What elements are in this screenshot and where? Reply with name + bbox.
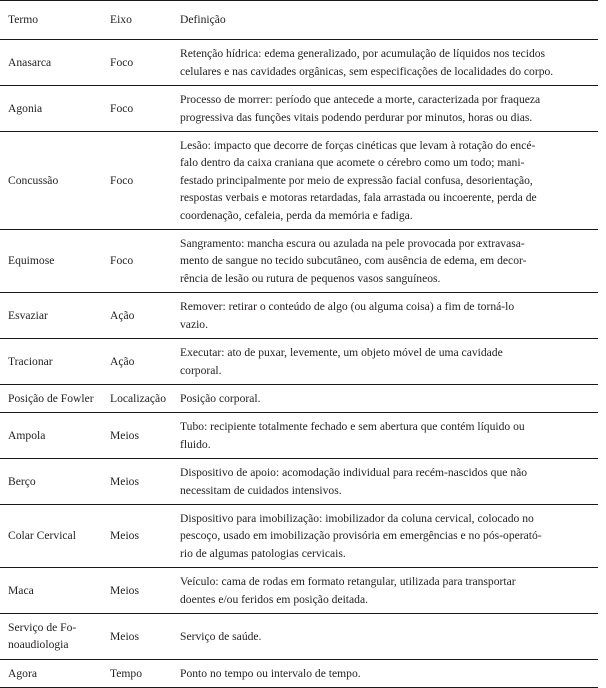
- cell-termo: [0, 459, 105, 505]
- table-row: [0, 86, 598, 132]
- definicao-line: mento de sangue no tecido subcutâneo, com ausência de edema, em decor-: [180, 254, 527, 268]
- cell-definicao: [173, 568, 598, 614]
- cell-eixo: Foco: [110, 56, 134, 70]
- cell-eixo: Localização: [110, 391, 166, 405]
- termo-line: noaudiologia: [8, 638, 69, 652]
- cell-eixo: Foco: [110, 254, 134, 268]
- table-row: [0, 413, 598, 459]
- termo-line: Berço: [8, 474, 36, 488]
- table-row: [0, 339, 598, 385]
- definicao-line: fluido.: [180, 437, 211, 451]
- definicao-line: necessitam de cuidados intensivos.: [180, 483, 342, 497]
- termo-line: Agora: [8, 666, 37, 680]
- termo-line: Tracionar: [8, 354, 53, 368]
- cell-eixo: Meios: [110, 429, 139, 443]
- definicao-line: Ponto no tempo ou intervalo de tempo.: [180, 666, 361, 680]
- definicao-line: corporal.: [180, 363, 222, 377]
- cell-definicao: [173, 504, 598, 567]
- cell-termo: [0, 230, 105, 293]
- cell-eixo: Foco: [110, 101, 134, 115]
- cell-eixo: Tempo: [110, 666, 143, 680]
- definicao-line: Tubo: recipiente totalmente fechado e sem abertura que contém líquido ou: [180, 420, 525, 434]
- table-row: [0, 613, 598, 659]
- table-row: [0, 384, 598, 412]
- termo-line: Concussão: [8, 173, 59, 187]
- cell-definicao: [173, 339, 598, 385]
- cell-eixo: Ação: [110, 354, 135, 368]
- table-row: [0, 132, 598, 230]
- cell-termo: [0, 293, 105, 339]
- cell-definicao: [173, 413, 598, 459]
- cell-definicao: [173, 459, 598, 505]
- termo-line: Colar Cervical: [8, 529, 76, 543]
- cell-eixo: Meios: [110, 529, 139, 543]
- cell-definicao: [173, 613, 598, 659]
- cell-termo: [0, 413, 105, 459]
- cell-termo: [0, 132, 105, 230]
- cell-eixo: Meios: [110, 474, 139, 488]
- termo-line: Ampola: [8, 429, 46, 443]
- column-header-eixo: Eixo: [110, 13, 132, 26]
- cell-eixo: Meios: [110, 583, 139, 597]
- definicao-line: Dispositivo de apoio: acomodação individual para recém-nascidos que não: [180, 466, 528, 480]
- table-row: [0, 659, 598, 687]
- termo-line: Serviço de Fo-: [8, 620, 77, 634]
- definicao-line: rio de algumas patologias cervicais.: [180, 546, 346, 560]
- termo-line: Anasarca: [8, 56, 52, 70]
- cell-eixo: Meios: [110, 629, 139, 643]
- termo-line: Equimose: [8, 254, 55, 268]
- definicao-line: Veículo: cama de rodas em formato retangular, utilizada para transportar: [180, 575, 516, 589]
- table-header-row: [0, 1, 598, 40]
- table-row: [0, 504, 598, 567]
- termo-line: Agonia: [8, 101, 43, 115]
- table-row: [0, 459, 598, 505]
- cell-termo: [0, 659, 105, 687]
- column-header-termo: Termo: [8, 13, 39, 26]
- cell-definicao: [173, 659, 598, 687]
- definicao-line: Serviço de saúde.: [180, 629, 262, 643]
- definicao-line: vazio.: [180, 317, 209, 331]
- definicao-line: Posição corporal.: [180, 391, 261, 405]
- cell-definicao: [173, 230, 598, 293]
- cell-termo: [0, 613, 105, 659]
- definicao-line: Retenção hídrica: edema generalizado, por acumulação de líquidos nos tecidos: [180, 47, 546, 61]
- definicao-line: Lesão: impacto que decorre de forças cinéticas que levam à rotação do encé-: [180, 139, 536, 153]
- definicao-line: falo dentro da caixa craniana que acomete o cérebro como um todo; mani-: [180, 156, 525, 170]
- termo-line: Esvaziar: [8, 308, 48, 322]
- table-body: [0, 40, 598, 688]
- definicao-line: pescoço, usado em imobilização provisória em emergências e no pós-operató-: [180, 529, 542, 543]
- column-header-definicao: Definição: [180, 13, 226, 26]
- cell-definicao: [173, 86, 598, 132]
- termo-line: Posição de Fowler: [8, 391, 94, 405]
- table-row: [0, 568, 598, 614]
- definicao-line: Remover: retirar o conteúdo de algo (ou alguma coisa) a fim de torná-lo: [180, 300, 515, 314]
- cell-eixo: Foco: [110, 173, 134, 187]
- cell-termo: [0, 504, 105, 567]
- table-row: [0, 40, 598, 86]
- table-header: [0, 1, 598, 40]
- definicao-line: rência de lesão ou rutura de pequenos vasos sanguíneos.: [180, 271, 441, 285]
- cell-definicao: [173, 384, 598, 412]
- definicao-line: Dispositivo para imobilização: imobilizador da coluna cervical, colocado no: [180, 511, 534, 525]
- cell-definicao: [173, 40, 598, 86]
- cell-eixo: Ação: [110, 308, 135, 322]
- definicao-line: coordenação, cefaleia, perda da memória e fadiga.: [180, 208, 413, 222]
- cell-termo: [0, 40, 105, 86]
- cell-definicao: [173, 132, 598, 230]
- termo-line: Maca: [8, 583, 34, 597]
- table-row: [0, 293, 598, 339]
- definicao-line: respostas verbais e motoras retardadas, fala arrastada ou incoerente, perda de: [180, 191, 537, 205]
- definicao-line: doentes e/ou feridos em posição deitada.: [180, 592, 369, 606]
- definicao-line: Processo de morrer: período que antecede a morte, caracterizada por fraqueza: [180, 93, 541, 107]
- cell-definicao: [173, 293, 598, 339]
- cell-termo: [0, 568, 105, 614]
- definicao-line: Sangramento: mancha escura ou azulada na pele provocada por extravasa-: [180, 237, 525, 251]
- table-row: [0, 230, 598, 293]
- cell-termo: [0, 86, 105, 132]
- definicao-line: celulares e nas cavidades orgânicas, sem especificações de localidades do corpo.: [180, 64, 554, 78]
- cell-termo: [0, 339, 105, 385]
- definicao-line: progressiva das funções vitais podendo perdurar por minutos, horas ou dias.: [180, 110, 533, 124]
- definicao-line: festado principalmente por meio de expressão facial confusa, desorientação,: [180, 173, 533, 187]
- definicao-line: Executar: ato de puxar, levemente, um objeto móvel de uma cavidade: [180, 346, 503, 360]
- cell-termo: [0, 384, 105, 412]
